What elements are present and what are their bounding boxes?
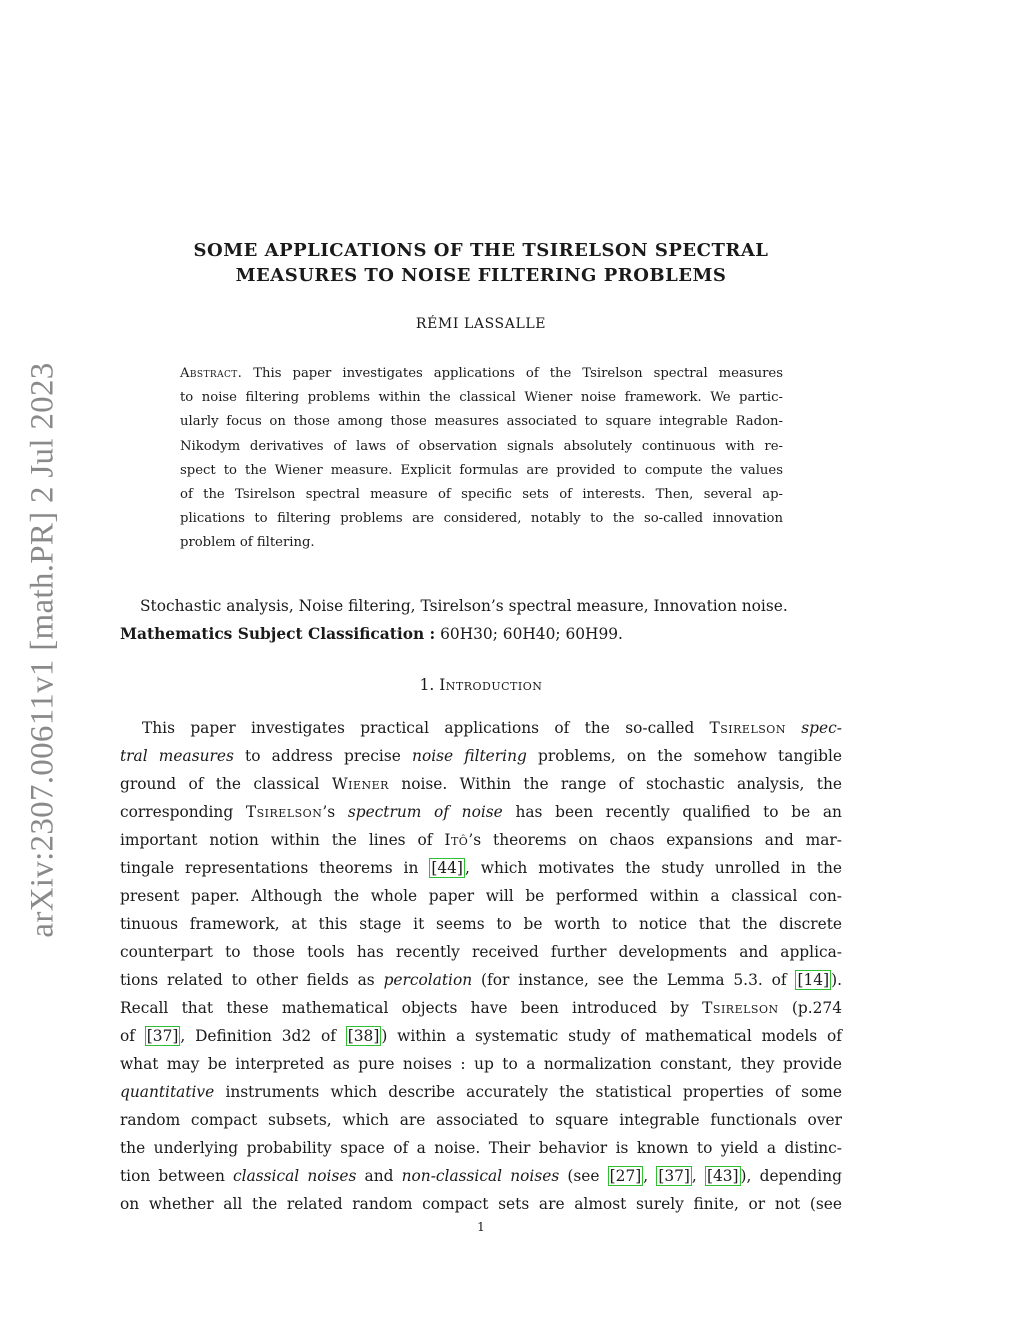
abstract-line: of the Tsirelson spectral measure of specific sets of interests. Then, several ap- (180, 487, 783, 503)
citation-link-14[interactable]: [14] (797, 971, 830, 989)
abstract-line: problem of filtering. (180, 535, 315, 551)
keywords: Stochastic analysis, Noise filtering, Tsirelson’s spectral measure, Innovation noise. (140, 597, 788, 615)
keywords-block (120, 592, 842, 648)
body-line: tingale representations theorems in [44] , which motivates the study unrolled in the (120, 859, 842, 877)
citation-link-37[interactable]: [37] (146, 1027, 179, 1045)
msc-value: 60H30; 60H40; 60H99. (440, 625, 623, 643)
author-name: RÉMI LASSALLE (415, 316, 547, 332)
body-line: random compact subsets, which are associated to square integrable functionals over (120, 1111, 842, 1129)
abstract-line: Abstract. This paper investigates applications of the Tsirelson spectral measures (180, 366, 783, 381)
body-line: the underlying probability space of a noise. Their behavior is known to yield a distinc- (120, 1139, 842, 1157)
msc-label: Mathematics Subject Classification : (120, 625, 436, 643)
title-line-1: SOME APPLICATIONS OF THE TSIRELSON SPECTRAL (193, 240, 769, 261)
citation-link-27[interactable]: [27] (609, 1167, 642, 1185)
section-number: 1. (419, 676, 435, 694)
body-line: important notion within the lines of Itô’s theorems on chaos expansions and mar- (120, 831, 842, 849)
citation-link-43[interactable]: [43] (706, 1167, 739, 1185)
body-line: tinuous framework, at this stage it seems to be worth to notice that the discrete (120, 915, 842, 933)
citation-link-37[interactable]: [37] (658, 1167, 690, 1185)
abstract-line: Nikodym derivatives of laws of observation signals absolutely continuous with re- (180, 438, 783, 454)
body-line: corresponding Tsirelson’s spectrum of noise has been recently qualified to be an (120, 803, 842, 821)
arxiv-identifier-text: arXiv:2307.00611v1 [math.PR] 2 Jul 2023 (24, 362, 61, 938)
introduction-body (120, 714, 842, 1218)
body-line: Recall that these mathematical objects have been introduced by Tsirelson (p.274 (120, 999, 842, 1017)
body-line: on whether all the related random compact sets are almost surely finite, or not (see (120, 1195, 842, 1213)
section-heading (120, 676, 842, 694)
body-line: tions related to other fields as percolation (for instance, see the Lemma 5.3. of [14] ). (120, 971, 842, 989)
body-line: present paper. Although the whole paper will be performed within a classical con- (120, 887, 842, 905)
body-line: quantitative instruments which describe accurately the statistical properties of some (120, 1083, 842, 1101)
body-line: tral measures to address precise noise filtering problems, on the somehow tangible (120, 747, 842, 765)
abstract-line: spect to the Wiener measure. Explicit formulas are provided to compute the values (180, 462, 783, 478)
paper-title (120, 238, 842, 288)
msc-classification (120, 620, 842, 648)
title-line-2: MEASURES TO NOISE FILTERING PROBLEMS (235, 265, 727, 286)
body-line: This paper investigates practical applications of the so-called Tsirelson spec- (142, 719, 842, 737)
abstract (180, 362, 783, 556)
abstract-line: plications to filtering problems are considered, notably to the so-called innovation (180, 511, 783, 527)
citation-link-38[interactable]: [38] (347, 1027, 380, 1045)
body-line: counterpart to those tools has recently received further developments and applica- (120, 943, 842, 961)
citation-link-44[interactable]: [44] (431, 859, 463, 877)
body-line: ground of the classical Wiener noise. Within the range of stochastic analysis, the (120, 775, 842, 793)
body-line: tion between classical noises and non-classical noises (see [27] , [37] , [43] ), depending (120, 1167, 842, 1185)
abstract-line: to noise filtering problems within the classical Wiener noise framework. We partic- (180, 390, 783, 406)
abstract-line: ularly focus on those among those measures associated to square integrable Radon- (180, 414, 783, 430)
body-line: of [37] , Definition 3d2 of [38] ) within a systematic study of mathematical models of (120, 1027, 842, 1045)
abstract-label: Abstract. (180, 366, 243, 381)
section-title: Introduction (439, 676, 543, 694)
page-number: 1 (477, 1220, 485, 1234)
arxiv-identifier-stamp (8, 355, 78, 945)
body-line: what may be interpreted as pure noises : up to a normalization constant, they provide (120, 1055, 842, 1073)
